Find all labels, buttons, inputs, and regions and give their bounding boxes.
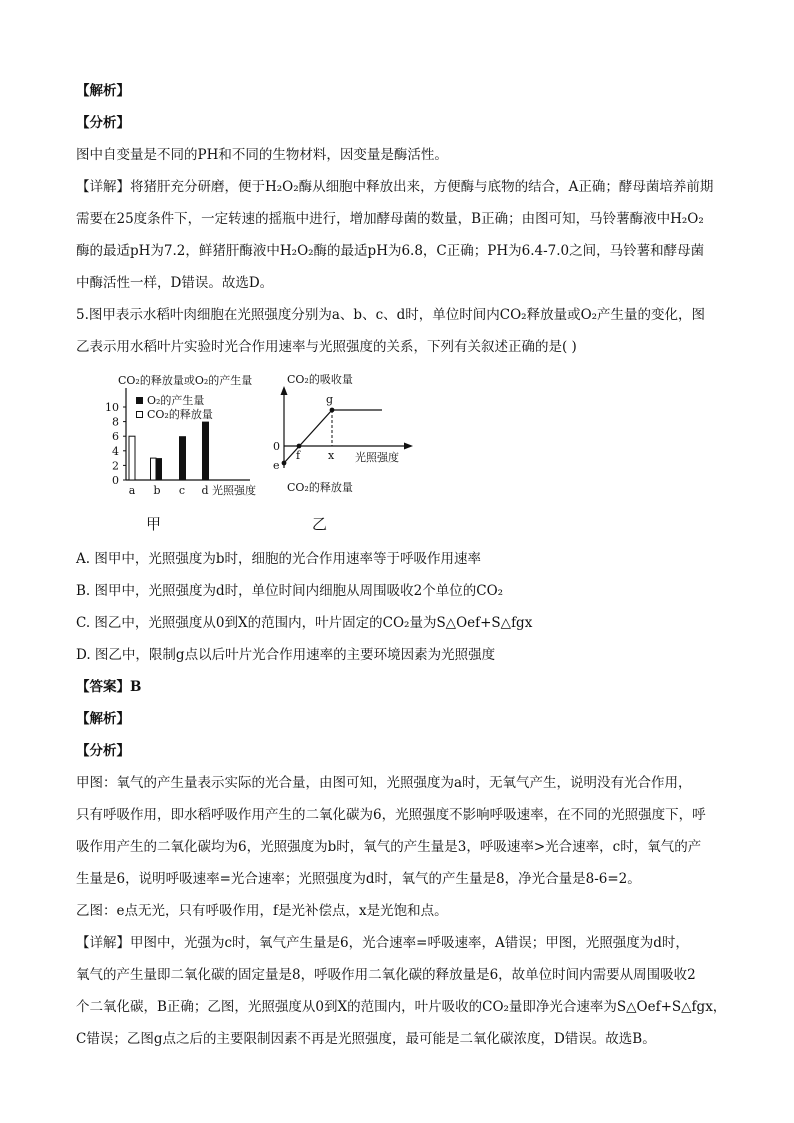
paragraph-line: 乙图：e点无光，只有呼吸作用，f是光补偿点，x是光饱和点。 bbox=[76, 903, 448, 919]
chart-yi-xlabel: 光照强度 bbox=[355, 451, 399, 464]
label-f: f bbox=[296, 449, 301, 462]
paragraph-line: 生量是6，说明呼吸速率=光合速率；光照强度为d时，氧气的产生量是8，净光合量是8-6=2。 bbox=[76, 871, 641, 887]
chart-yi-zero-label: 0 bbox=[273, 440, 280, 453]
bar-o2-production bbox=[179, 436, 186, 480]
label-g: g bbox=[326, 393, 334, 406]
answer-line: 【答案】B bbox=[76, 679, 142, 695]
legend-label-o2: O₂的产生量 bbox=[147, 394, 205, 407]
legend-label-co2: CO₂的释放量 bbox=[147, 408, 213, 421]
chart-yi-rising-line bbox=[284, 410, 332, 463]
y-tick-label: 0 bbox=[112, 474, 119, 487]
bar-co2-release bbox=[129, 436, 135, 480]
x-category-label: b bbox=[153, 484, 161, 497]
figure-label-jia: 甲 bbox=[146, 515, 162, 533]
option-d: D. 图乙中，限制g点以后叶片光合作用速率的主要环境因素为光照强度 bbox=[76, 647, 496, 663]
question-5-stem: 5.图甲表示水稻叶肉细胞在光照强度分别为a、b、c、d时，单位时间内CO₂释放量或O₂产生量的变化，图 bbox=[76, 307, 706, 323]
point-f bbox=[297, 444, 302, 449]
paragraph-line: 酶的最适pH为7.2，鲜猪肝酶液中H₂O₂酶的最适pH为6.8，C正确；PH为6.4-7.0之间，马铃薯和酵母菌 bbox=[76, 243, 705, 259]
paragraph-line: 中酶活性一样，D错误。故选D。 bbox=[76, 275, 274, 291]
chart-yi-ylabel-top: CO₂的吸收量 bbox=[287, 373, 353, 386]
label-x: x bbox=[328, 449, 335, 462]
y-tick-label: 10 bbox=[105, 401, 119, 414]
option-c: C. 图乙中，光照强度从0到X的范围内，叶片固定的CO₂量为S△Oef+S△fgx bbox=[76, 615, 533, 631]
y-tick-label: 2 bbox=[112, 459, 119, 473]
point-g bbox=[330, 408, 335, 413]
option-b: B. 图甲中，光照强度为d时，单位时间内细胞从周围吸收2个单位的CO₂ bbox=[76, 583, 504, 599]
paragraph-line: C错误；乙图g点之后的主要限制因素不再是光照强度，最可能是二氧化碳浓度，D错误。故选B。 bbox=[76, 1031, 656, 1047]
paragraph-line: 只有呼吸作用，即水稻呼吸作用产生的二氧化碳为6，光照强度不影响呼吸速率，在不同的光照强度下，呼 bbox=[76, 807, 706, 823]
x-category-label: d bbox=[201, 484, 209, 497]
y-tick-label: 4 bbox=[112, 444, 119, 458]
paragraph-line: 吸作用产生的二氧化碳均为6，光照强度为b时，氧气的产生量是3，呼吸速率>光合速率，c时，氧气的产 bbox=[76, 839, 702, 855]
chart-yi-y-arrow bbox=[281, 386, 288, 395]
x-category-label: c bbox=[178, 484, 186, 497]
legend-swatch-o2 bbox=[136, 397, 143, 404]
paragraph-line: 个二氧化碳，B正确；乙图，光照强度从0到X的范围内，叶片吸收的CO₂量即净光合速率为S△Oef+S△fgx， bbox=[76, 999, 727, 1015]
paragraph-line: 需要在25度条件下，一定转速的摇瓶中进行，增加酵母菌的数量，B正确；由图可知，马铃薯酶液中H₂O₂ bbox=[76, 211, 704, 227]
option-a: A. 图甲中，光照强度为b时，细胞的光合作用速率等于呼吸作用速率 bbox=[76, 551, 481, 567]
bar-o2-production bbox=[202, 422, 209, 480]
y-tick-label: 6 bbox=[112, 430, 119, 444]
point-e bbox=[282, 461, 287, 466]
chart-jia bbox=[100, 366, 270, 506]
figure-label-yi: 乙 bbox=[312, 515, 328, 533]
paragraph-line: 氧气的产生量即二氧化碳的固定量是8，呼吸作用二氧化碳的释放量是6，故单位时间内需要从周围吸收2 bbox=[76, 967, 696, 983]
chart-yi-x-arrow bbox=[404, 443, 413, 450]
paragraph-line: 甲图：氧气的产生量表示实际的光合量，由图可知，光照强度为a时，无氧气产生，说明没有光合作用， bbox=[76, 775, 692, 791]
fenxi-heading-1: 【分析】 bbox=[76, 115, 130, 131]
y-tick-label: 8 bbox=[112, 415, 119, 429]
paragraph-line: 图中自变量是不同的PH和不同的生物材料，因变量是酶活性。 bbox=[76, 147, 448, 163]
paragraph-line: 【详解】将猪肝充分研磨，便于H₂O₂酶从细胞中释放出来，方便酶与底物的结合，A正确；酵母菌培养前期 bbox=[76, 179, 714, 195]
bar-co2-release bbox=[151, 458, 157, 480]
legend-swatch-co2 bbox=[137, 412, 143, 418]
jiexi-heading-2: 【解析】 bbox=[76, 711, 130, 727]
chart-jia-title: CO₂的释放量或O₂的产生量 bbox=[118, 374, 253, 387]
question-5-stem: 乙表示用水稻叶片实验时光合作用速率与光照强度的关系，下列有关叙述正确的是( ) bbox=[76, 339, 577, 355]
jiexi-heading-1: 【解析】 bbox=[76, 83, 130, 99]
chart-jia-xlabel: 光照强度 bbox=[212, 484, 256, 497]
fenxi-heading-2: 【分析】 bbox=[76, 743, 130, 759]
x-category-label: a bbox=[128, 484, 136, 497]
paragraph-line: 【详解】甲图中，光强为c时，氧气产生量是6，光合速率=呼吸速率，A错误；甲图，光照强度为d时， bbox=[76, 935, 689, 951]
chart-yi-ylabel-bottom: CO₂的释放量 bbox=[287, 481, 353, 494]
bar-o2-production bbox=[156, 458, 162, 480]
chart-yi bbox=[270, 366, 430, 501]
label-e: e bbox=[273, 459, 280, 472]
